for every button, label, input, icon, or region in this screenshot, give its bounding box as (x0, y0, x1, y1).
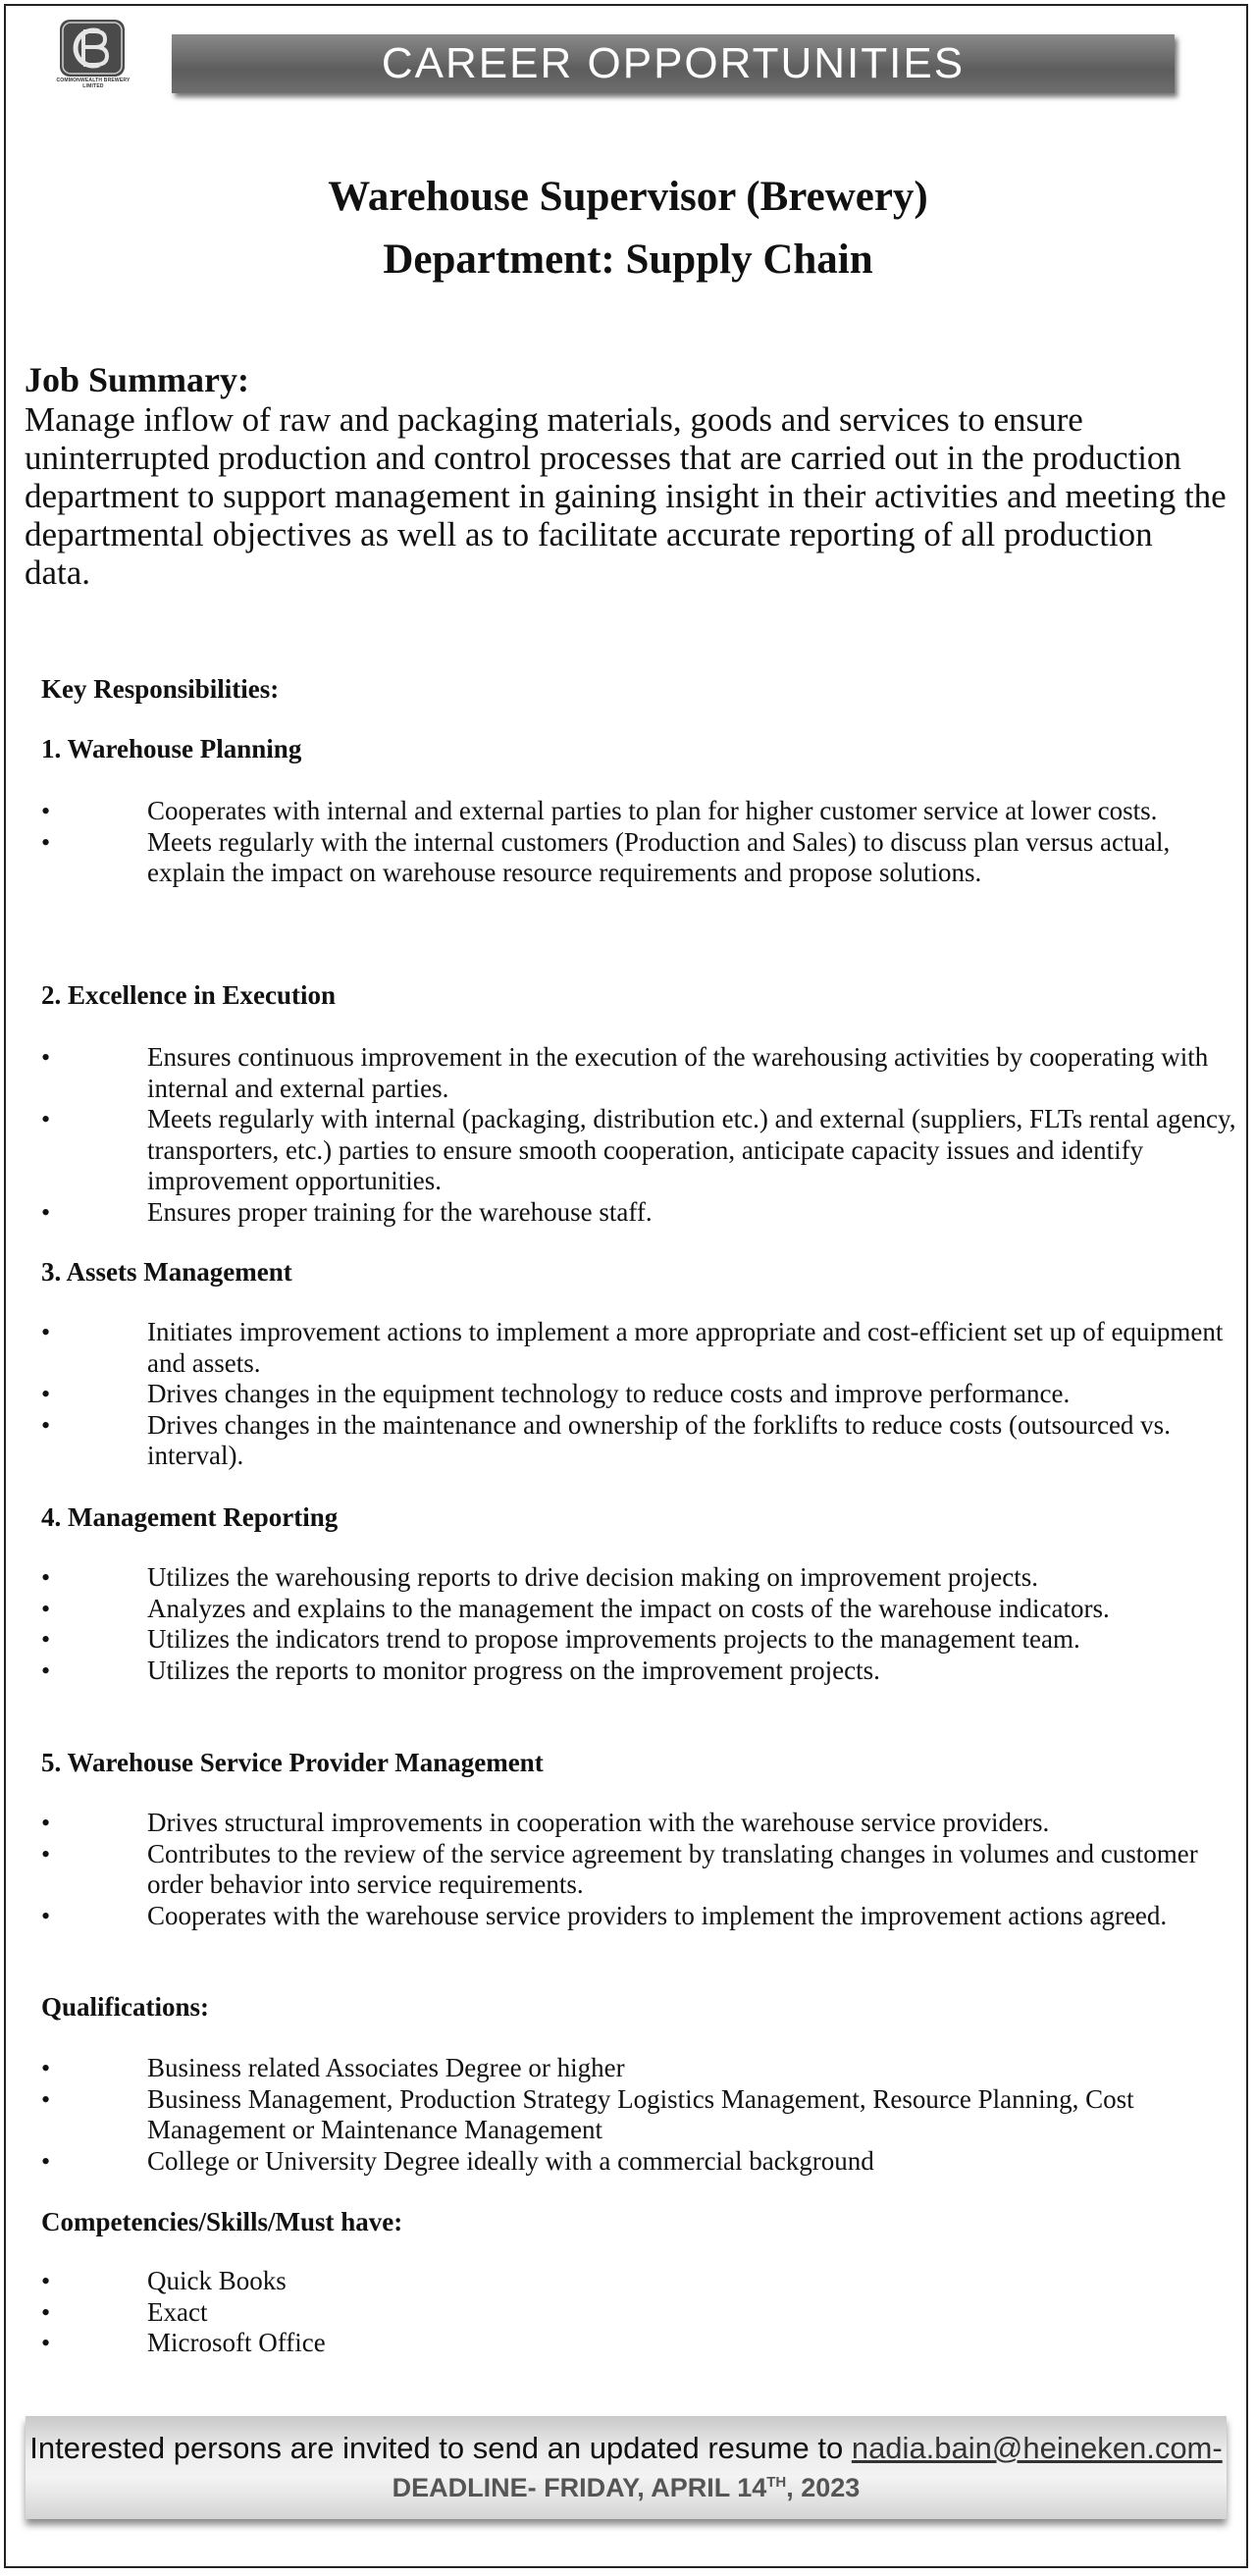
section-list (41, 796, 1238, 889)
list-item: • Drives structural improvements in cooperation with the warehouse service providers. (41, 1808, 1238, 1839)
list-item: • Ensures continuous improvement in the execution of the warehousing activities by cooperating with internal and external parties. (41, 1042, 1238, 1104)
deadline-text (26, 2473, 1227, 2503)
section-list (41, 1808, 1238, 1931)
deadline-suffix: , 2023 (786, 2473, 861, 2502)
list-item: • Utilizes the warehousing reports to drive decision making on improvement projects. (41, 1562, 1238, 1594)
list-item: • Initiates improvement actions to implement a more appropriate and cost-efficient set up of equipment and assets. (41, 1317, 1238, 1379)
list-item: • Exact (41, 2297, 1238, 2329)
list-item: • Cooperates with the warehouse service providers to implement the improvement actions agreed. (41, 1901, 1238, 1932)
section-title: 5. Warehouse Service Provider Management (41, 1748, 544, 1777)
list-item: • College or University Degree ideally with a commercial background (41, 2146, 1238, 2178)
list-item: • Business related Associates Degree or higher (41, 2053, 1238, 2084)
list-item: • Business Management, Production Strategy Logistics Management, Resource Planning, Cost Management or Maintenance Management (41, 2084, 1238, 2146)
section-list (41, 1562, 1238, 1686)
section-title: 2. Excellence in Execution (41, 980, 336, 1010)
qualifications-heading: Qualifications: (41, 1992, 210, 2022)
list-item: • Cooperates with internal and external parties to plan for higher customer service at lower costs. (41, 796, 1238, 827)
list-item: • Meets regularly with the internal customers (Production and Sales) to discuss plan versus actual, explain the impact on warehouse resource requirements and propose solutions. (41, 827, 1238, 889)
competencies-heading: Competencies/Skills/Must have: (41, 2207, 403, 2236)
list-item: • Ensures proper training for the warehouse staff. (41, 1197, 1238, 1229)
job-title: Warehouse Supervisor (Brewery) (328, 174, 928, 220)
section-title: 4. Management Reporting (41, 1502, 339, 1532)
list-item: • Drives changes in the equipment technology to reduce costs and improve performance. (41, 1379, 1238, 1410)
list-item: • Microsoft Office (41, 2328, 1238, 2359)
department-title: Department: Supply Chain (383, 237, 873, 283)
section-list (41, 1317, 1238, 1472)
banner-title: CAREER OPPORTUNITIES (381, 39, 966, 87)
deadline-ordinal: TH (766, 2474, 787, 2491)
section-title: 3. Assets Management (41, 1257, 292, 1287)
list-item: • Contributes to the review of the service agreement by translating changes in volumes and customer order behavior into service requirements. (41, 1839, 1238, 1901)
list-item: • Utilizes the reports to monitor progress on the improvement projects. (41, 1656, 1238, 1687)
deadline-prefix: DEADLINE- FRIDAY, APRIL 14 (392, 2473, 767, 2502)
competencies-list (41, 2266, 1238, 2359)
section-list (41, 1042, 1238, 1228)
invite-text: Interested persons are invited to send an updated resume to (29, 2431, 844, 2465)
list-item: • Quick Books (41, 2266, 1238, 2297)
list-item: • Meets regularly with internal (packaging, distribution etc.) and external (suppliers, FLTs rental agency, transporters, etc.) parties to ensure smooth cooperation, anticipate capacity issues and identify improvement opportunities. (41, 1104, 1238, 1197)
list-item: • Analyzes and explains to the management the impact on costs of the warehouse indicators. (41, 1594, 1238, 1625)
footer-invite (26, 2431, 1227, 2466)
responsibilities-heading: Key Responsibilities: (41, 674, 280, 704)
summary-text: Manage inflow of raw and packaging materials, goods and services to ensure uninterrupted production and control processes that are carried out in the production department to support management in gaining insight in their activities and meeting the departmental objectives as well as to facilitate accurate reporting of all production data. (25, 400, 1227, 592)
logo-text: COMMONWEALTH BREWERY LIMITED (56, 78, 131, 89)
qualifications-list (41, 2053, 1238, 2177)
header-banner (172, 34, 1175, 93)
email-link[interactable]: nadia.bain@heineken.com- (851, 2431, 1223, 2465)
section-title: 1. Warehouse Planning (41, 734, 302, 763)
summary-heading: Job Summary: (25, 360, 250, 399)
list-item: • Utilizes the indicators trend to propose improvements projects to the management team. (41, 1624, 1238, 1656)
list-item: • Drives changes in the maintenance and ownership of the forklifts to reduce costs (outsourced vs. interval). (41, 1410, 1238, 1472)
footer-banner (26, 2416, 1227, 2519)
